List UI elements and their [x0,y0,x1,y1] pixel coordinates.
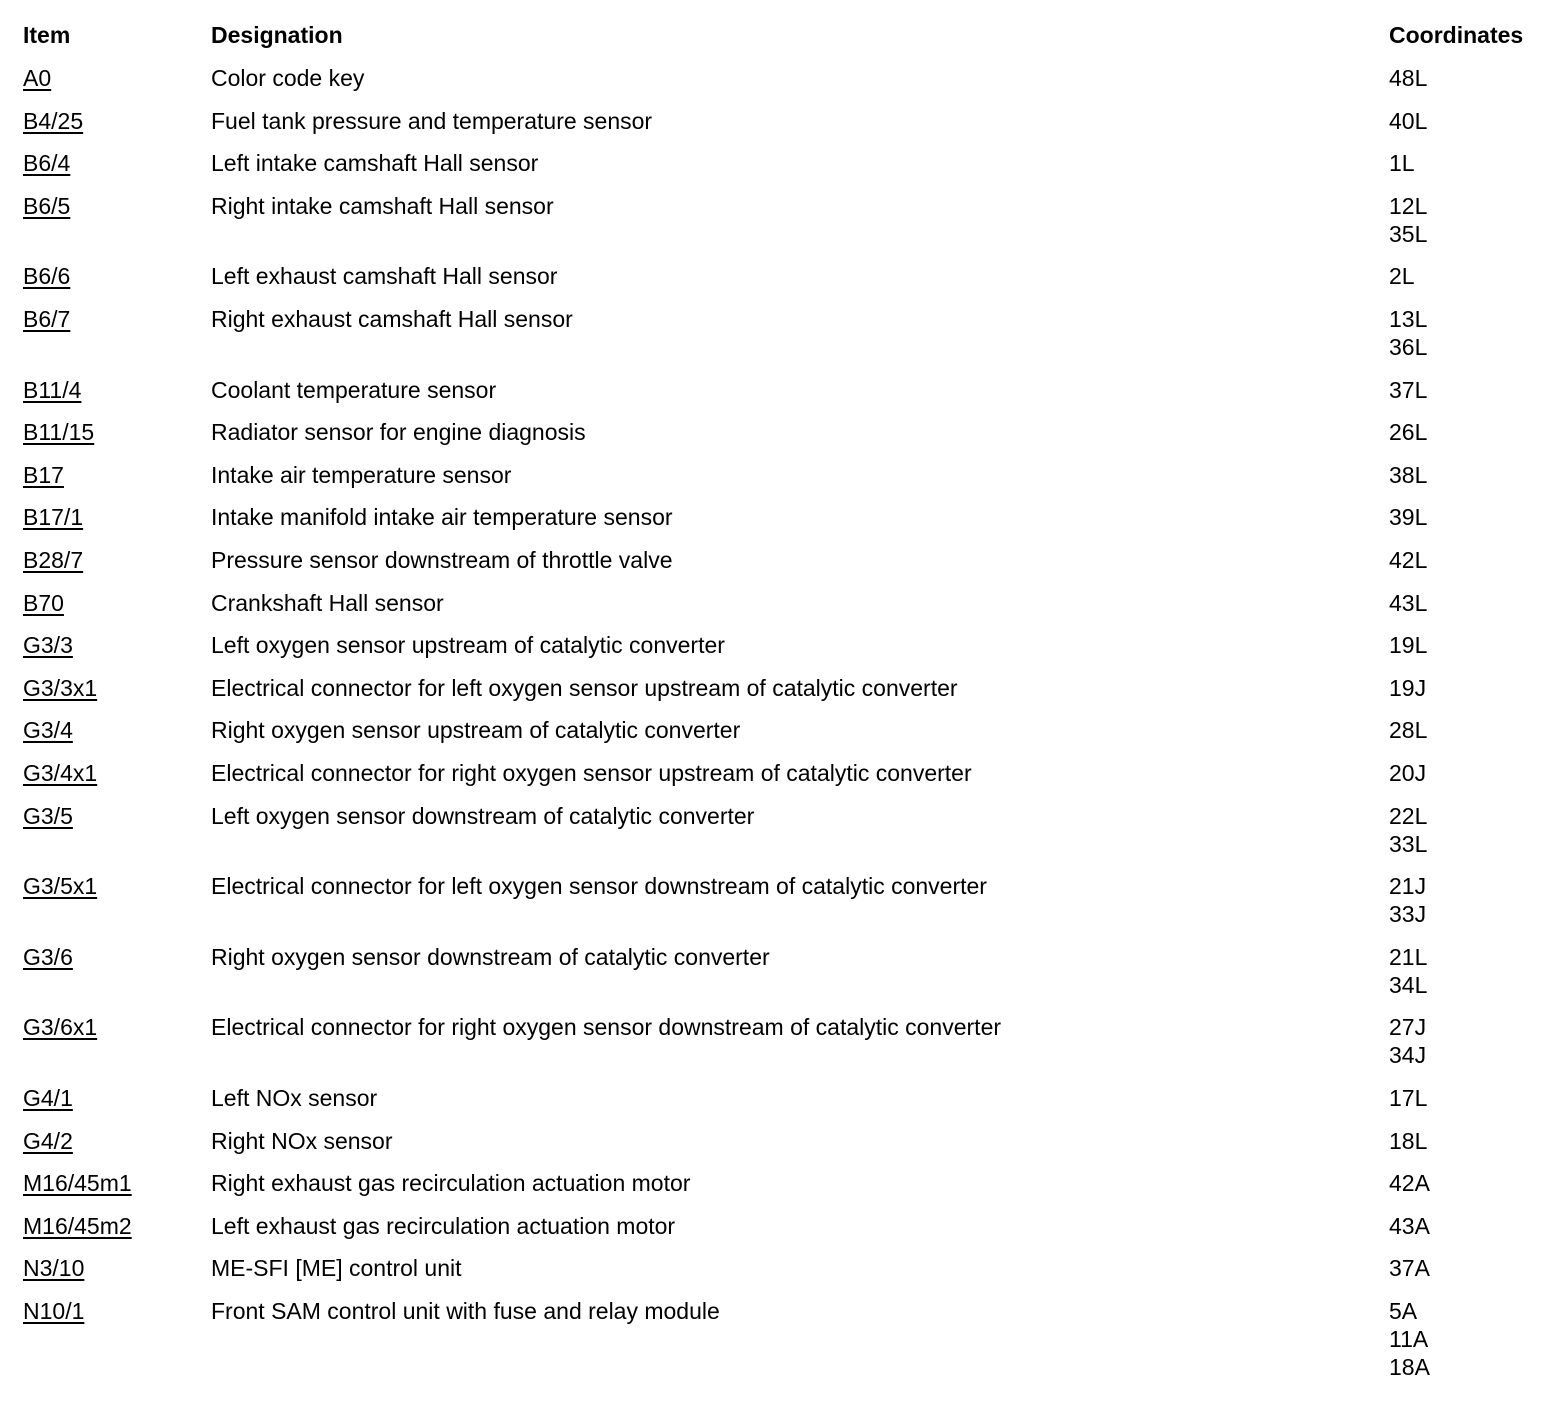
coordinate-value: 13L [1389,306,1428,332]
designation-text: Electrical connector for right oxygen sensor upstream of catalytic converter [211,760,972,786]
coordinate-value: 18L [1389,1128,1428,1154]
designation-text: Right exhaust camshaft Hall sensor [211,306,573,332]
coordinates-cell [1389,1013,1426,1069]
coordinate-value: 33L [1389,831,1428,857]
coordinate-value: 35L [1389,221,1428,247]
coordinates-cell [1389,262,1415,290]
coordinate-value: 27J [1389,1014,1427,1040]
coordinates-cell [1389,376,1427,404]
item-link[interactable]: A0 [23,65,52,91]
designation-text: Front SAM control unit with fuse and relay module [211,1298,720,1324]
item-link[interactable]: M16/45m1 [23,1170,132,1196]
designation-text: Right oxygen sensor upstream of catalytic converter [211,717,741,743]
coordinate-value: 21L [1389,944,1428,970]
item-link[interactable]: B6/6 [23,263,71,289]
coordinate-value: 37L [1389,377,1428,403]
coordinates-cell [1389,1084,1427,1112]
header-item: Item [23,22,71,48]
header-coordinates: Coordinates [1389,22,1524,48]
coordinate-value: 20J [1389,760,1427,786]
coordinate-value: 19J [1389,675,1427,701]
coordinate-value: 33J [1389,901,1427,927]
coordinates-cell [1389,149,1415,177]
designation-text: Left exhaust gas recirculation actuation motor [211,1213,676,1239]
item-link[interactable]: B11/4 [23,377,82,403]
coordinate-value: 19L [1389,632,1428,658]
item-link[interactable]: G4/2 [23,1128,73,1154]
designation-text: Left oxygen sensor downstream of catalytic converter [211,803,755,829]
coordinate-value: 34L [1389,972,1428,998]
item-link[interactable]: G3/4x1 [23,760,98,786]
designation-text: Left oxygen sensor upstream of catalytic converter [211,632,725,658]
coordinate-value: 12L [1389,193,1428,219]
item-link[interactable]: G3/3 [23,632,73,658]
coordinate-value: 17L [1389,1085,1428,1111]
coordinates-cell [1389,872,1426,928]
coordinates-cell [1389,674,1426,702]
coordinates-cell [1389,418,1427,446]
coordinates-cell [1389,64,1427,92]
item-link[interactable]: N3/10 [23,1255,85,1281]
coordinates-cell [1389,1169,1430,1197]
item-link[interactable]: G4/1 [23,1085,73,1111]
coordinates-cell [1389,631,1427,659]
coordinate-value: 2L [1389,263,1415,289]
coordinate-value: 28L [1389,717,1428,743]
item-link[interactable]: B6/4 [23,150,71,176]
coordinates-cell [1389,305,1427,361]
designation-text: Left exhaust camshaft Hall sensor [211,263,558,289]
designation-text: Right exhaust gas recirculation actuation motor [211,1170,691,1196]
coordinates-cell [1389,461,1427,489]
coordinate-value: 26L [1389,419,1428,445]
item-link[interactable]: M16/45m2 [23,1213,132,1239]
designation-text: Electrical connector for left oxygen sensor upstream of catalytic converter [211,675,958,701]
item-link[interactable]: B6/5 [23,193,71,219]
coordinate-value: 37A [1389,1255,1430,1281]
item-link[interactable]: B17 [23,462,64,488]
coordinates-cell [1389,759,1426,787]
coordinate-value: 43L [1389,590,1428,616]
item-link[interactable]: B11/15 [23,419,95,445]
coordinates-cell [1389,1297,1430,1381]
item-link[interactable]: N10/1 [23,1298,85,1324]
coordinates-cell [1389,1127,1427,1155]
header-designation: Designation [211,22,343,48]
designation-text: Radiator sensor for engine diagnosis [211,419,586,445]
coordinates-cell [1389,1254,1430,1282]
item-link[interactable]: G3/3x1 [23,675,98,701]
designation-text: Pressure sensor downstream of throttle valve [211,547,673,573]
item-link[interactable]: B70 [23,590,64,616]
designation-text: Right NOx sensor [211,1128,393,1154]
coordinate-value: 34J [1389,1042,1427,1068]
item-link[interactable]: G3/5 [23,803,73,829]
designation-text: Left NOx sensor [211,1085,378,1111]
item-link[interactable]: B28/7 [23,547,84,573]
designation-text: Right oxygen sensor downstream of catalytic converter [211,944,770,970]
designation-text: Crankshaft Hall sensor [211,590,444,616]
item-link[interactable]: B4/25 [23,108,84,134]
item-link[interactable]: B17/1 [23,504,84,530]
coordinates-cell [1389,589,1427,617]
designation-text: ME-SFI [ME] control unit [211,1255,462,1281]
coordinate-value: 22L [1389,803,1428,829]
designation-text: Right intake camshaft Hall sensor [211,193,554,219]
designation-text: Fuel tank pressure and temperature sensor [211,108,653,134]
coordinate-value: 48L [1389,65,1428,91]
coordinate-value: 38L [1389,462,1428,488]
designation-text: Intake air temperature sensor [211,462,512,488]
coordinate-value: 43A [1389,1213,1430,1239]
coordinate-value: 11A [1389,1326,1429,1352]
item-link[interactable]: G3/4 [23,717,73,743]
coordinates-cell [1389,943,1427,999]
coordinates-cell [1389,802,1427,858]
item-link[interactable]: G3/5x1 [23,873,98,899]
designation-text: Electrical connector for right oxygen sensor downstream of catalytic converter [211,1014,1002,1040]
coordinates-cell [1389,107,1427,135]
coordinate-value: 36L [1389,334,1428,360]
item-link[interactable]: B6/7 [23,306,71,332]
coordinate-value: 21J [1389,873,1427,899]
item-link[interactable]: G3/6 [23,944,73,970]
coordinate-value: 39L [1389,504,1428,530]
designation-text: Color code key [211,65,365,91]
designation-text: Left intake camshaft Hall sensor [211,150,539,176]
coordinate-value: 18A [1389,1354,1430,1380]
coordinate-value: 42A [1389,1170,1430,1196]
designation-text: Coolant temperature sensor [211,377,497,403]
coordinates-cell [1389,192,1427,248]
coordinates-cell [1389,716,1427,744]
coordinates-cell [1389,1212,1430,1240]
coordinates-cell [1389,546,1427,574]
coordinate-value: 1L [1389,150,1415,176]
designation-text: Electrical connector for left oxygen sensor downstream of catalytic converter [211,873,987,899]
coordinate-value: 40L [1389,108,1428,134]
coordinate-value: 5A [1389,1298,1418,1324]
item-link[interactable]: G3/6x1 [23,1014,98,1040]
coordinate-value: 42L [1389,547,1428,573]
coordinates-cell [1389,503,1427,531]
designation-text: Intake manifold intake air temperature sensor [211,504,673,530]
